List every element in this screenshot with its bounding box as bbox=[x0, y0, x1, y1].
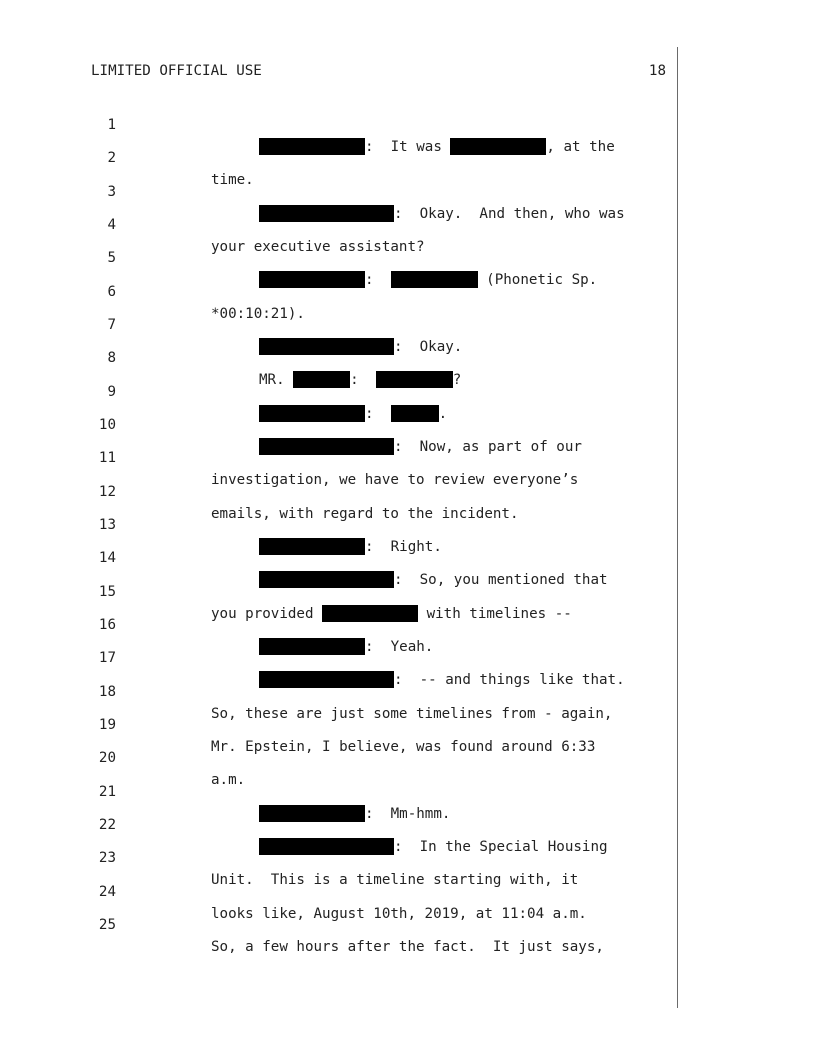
line-number: 12 bbox=[98, 484, 116, 500]
line-text: So, a few hours after the fact. It just says, bbox=[211, 939, 604, 955]
line-number: 2 bbox=[107, 150, 116, 166]
line-number: 20 bbox=[98, 750, 116, 766]
line-text: Unit. This is a timeline starting with, it bbox=[211, 872, 579, 888]
transcript-line bbox=[0, 192, 425, 255]
redaction-box bbox=[259, 638, 365, 655]
line-number: 3 bbox=[107, 184, 116, 200]
classification-header: LIMITED OFFICIAL USE bbox=[91, 63, 262, 79]
line-number: 9 bbox=[107, 384, 116, 400]
line-number: 10 bbox=[98, 417, 116, 433]
line-text: : -- and things like that. bbox=[259, 669, 625, 691]
line-number: 21 bbox=[98, 784, 116, 800]
line-text: you provided with timelines -- bbox=[211, 606, 572, 622]
redaction-box bbox=[259, 438, 394, 455]
line-text: : In the Special Housing bbox=[259, 836, 608, 858]
line-number: 22 bbox=[98, 817, 116, 833]
redaction-box bbox=[450, 138, 546, 155]
line-number: 15 bbox=[98, 584, 116, 600]
line-number: 1 bbox=[107, 117, 116, 133]
line-text: : Now, as part of our bbox=[259, 436, 582, 458]
redaction-box bbox=[259, 205, 394, 222]
line-text: MR. : ? bbox=[259, 372, 462, 388]
line-text: : Mm-hmm. bbox=[259, 803, 450, 825]
line-number: 25 bbox=[98, 917, 116, 933]
transcript-line bbox=[0, 392, 582, 455]
line-text: *00:10:21). bbox=[211, 306, 305, 322]
redaction-box bbox=[259, 538, 365, 555]
redaction-box bbox=[259, 338, 394, 355]
redaction-box bbox=[259, 805, 365, 822]
line-number: 18 bbox=[98, 684, 116, 700]
transcript-line bbox=[0, 125, 254, 188]
line-number: 5 bbox=[107, 250, 116, 266]
line-number: 8 bbox=[107, 350, 116, 366]
redaction-box bbox=[376, 371, 453, 388]
line-number: 14 bbox=[98, 550, 116, 566]
redaction-box bbox=[259, 671, 394, 688]
redaction-box bbox=[259, 571, 394, 588]
line-text: Mr. Epstein, I believe, was found around 6:33 bbox=[211, 739, 596, 755]
redaction-box bbox=[391, 271, 478, 288]
line-text: time. bbox=[211, 172, 254, 188]
redaction-box bbox=[259, 405, 365, 422]
line-text: : Okay. And then, who was bbox=[259, 203, 625, 225]
right-margin-rule bbox=[677, 47, 678, 1008]
redaction-box bbox=[259, 838, 394, 855]
line-text: : . bbox=[259, 403, 447, 425]
line-text: a.m. bbox=[211, 772, 246, 788]
line-number: 7 bbox=[107, 317, 116, 333]
page-number: 18 bbox=[648, 63, 666, 79]
redaction-box bbox=[391, 405, 439, 422]
line-number: 6 bbox=[107, 284, 116, 300]
line-text: : Yeah. bbox=[259, 636, 433, 658]
line-text: So, these are just some timelines from - again, bbox=[211, 706, 613, 722]
redaction-box bbox=[293, 371, 350, 388]
line-number: 24 bbox=[98, 884, 116, 900]
line-number: 13 bbox=[98, 517, 116, 533]
line-text: : It was , at the bbox=[259, 136, 615, 158]
line-text: : Okay. bbox=[259, 336, 462, 358]
line-text: emails, with regard to the incident. bbox=[211, 506, 519, 522]
transcript-line bbox=[0, 259, 305, 322]
line-number: 19 bbox=[98, 717, 116, 733]
line-text: : (Phonetic Sp. bbox=[259, 269, 597, 291]
line-number: 4 bbox=[107, 217, 116, 233]
redaction-box bbox=[259, 138, 365, 155]
redaction-box bbox=[322, 605, 418, 622]
line-text: investigation, we have to review everyone’s bbox=[211, 472, 579, 488]
line-text: looks like, August 10th, 2019, at 11:04 a.m. bbox=[211, 906, 587, 922]
redaction-box bbox=[259, 271, 365, 288]
line-text: your executive assistant? bbox=[211, 239, 425, 255]
transcript-line bbox=[0, 92, 615, 155]
line-number: 16 bbox=[98, 617, 116, 633]
line-number: 11 bbox=[98, 450, 116, 466]
line-text: : Right. bbox=[259, 536, 442, 558]
line-number: 23 bbox=[98, 850, 116, 866]
line-text: : So, you mentioned that bbox=[259, 569, 608, 591]
line-number: 17 bbox=[98, 650, 116, 666]
